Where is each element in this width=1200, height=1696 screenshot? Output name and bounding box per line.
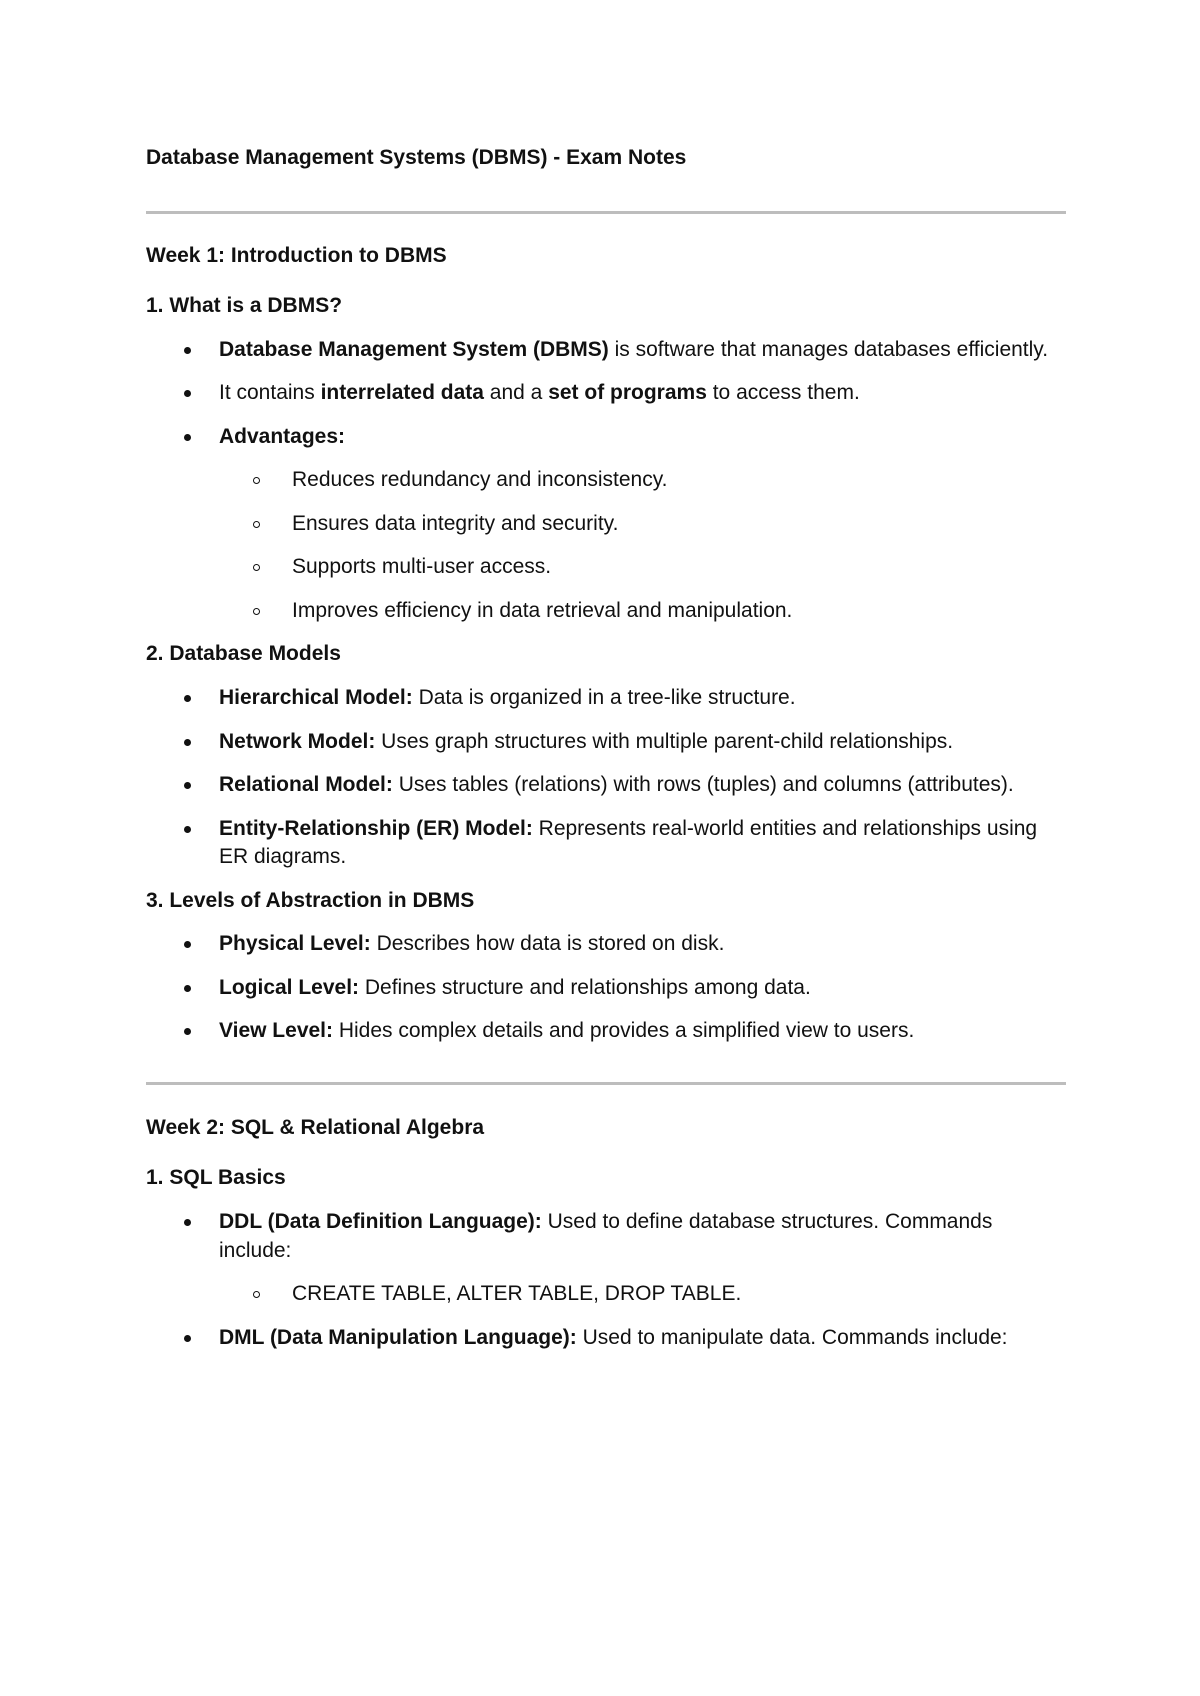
- list-item: [146, 423, 1066, 626]
- bullet-icon: [184, 347, 191, 354]
- bold-term: Database Management System (DBMS): [219, 337, 609, 361]
- section-what-is-dbms: 1. What is a DBMS?: [146, 294, 343, 318]
- horizontal-rule: [146, 211, 1066, 214]
- list-item: [146, 1324, 1066, 1353]
- item-text: Supports multi-user access.: [292, 555, 552, 579]
- item-text: Defines structure and relationships among data.: [359, 975, 811, 999]
- bold-term: View Level:: [219, 1019, 334, 1043]
- list-item: [146, 815, 1066, 872]
- bullet-icon: [184, 434, 191, 441]
- advantages-sublist: [219, 466, 1066, 625]
- item-text: Improves efficiency in data retrieval and manipulation.: [292, 598, 793, 622]
- database-models-list: [146, 684, 1066, 872]
- item-text: Hides complex details and provides a simplified view to users.: [333, 1019, 915, 1043]
- bold-term: DDL (Data Definition Language):: [219, 1210, 542, 1234]
- ddl-sublist: [219, 1280, 1066, 1309]
- sql-basics-list: [146, 1208, 1066, 1352]
- sub-list-item: [219, 553, 1066, 582]
- bullet-icon: [184, 941, 191, 948]
- item-text: Reduces redundancy and inconsistency.: [292, 468, 668, 492]
- bullet-icon: [184, 782, 191, 789]
- item-text: Used to define database structures. Commands include:: [219, 1210, 993, 1262]
- list-item: [146, 930, 1066, 959]
- bold-term: interrelated data: [320, 381, 484, 405]
- bold-term: Hierarchical Model:: [219, 686, 413, 710]
- item-text: Data is organized in a tree-like structure.: [412, 686, 796, 710]
- sub-list-item: [219, 510, 1066, 539]
- item-text: Used to manipulate data. Commands include:: [576, 1325, 1008, 1349]
- bullet-icon: [184, 695, 191, 702]
- bold-term: Logical Level:: [219, 975, 360, 999]
- bold-term: DML (Data Manipulation Language):: [219, 1325, 577, 1349]
- levels-list: [146, 930, 1066, 1046]
- item-text: and a: [483, 381, 549, 405]
- list-item: [146, 336, 1066, 365]
- list-item: [146, 1017, 1066, 1046]
- week1-heading: Week 1: Introduction to DBMS: [146, 243, 447, 267]
- bold-term: Advantages:: [219, 424, 346, 448]
- sub-list-item: [219, 466, 1066, 495]
- what-is-dbms-list: [146, 336, 1066, 626]
- circle-bullet-icon: [253, 608, 260, 615]
- list-item: [146, 974, 1066, 1003]
- section-database-models: 2. Database Models: [146, 642, 341, 666]
- document-title: Database Management Systems (DBMS) - Exam Notes: [146, 146, 687, 169]
- bullet-icon: [184, 1335, 191, 1342]
- bold-term: Physical Level:: [219, 932, 371, 956]
- document-body: [146, 144, 1066, 1367]
- circle-bullet-icon: [253, 521, 260, 528]
- week2-heading: Week 2: SQL & Relational Algebra: [146, 1115, 485, 1139]
- item-text: Represents real-world entities and relationships using ER diagrams.: [219, 816, 1038, 869]
- list-item: [146, 1208, 1066, 1309]
- list-item: [146, 771, 1066, 800]
- list-item: [146, 684, 1066, 713]
- item-text: Describes how data is stored on disk.: [370, 932, 725, 956]
- bullet-icon: [184, 985, 191, 992]
- bold-term: Relational Model:: [219, 773, 393, 797]
- item-text: Uses graph structures with multiple parent-child relationships.: [375, 729, 954, 753]
- bold-term: Entity-Relationship (ER) Model:: [219, 816, 533, 840]
- sub-list-item: [219, 597, 1066, 626]
- bullet-icon: [184, 1219, 191, 1226]
- item-text: Uses tables (relations) with rows (tuples) and columns (attributes).: [392, 773, 1014, 797]
- sub-list-item: [219, 1280, 1066, 1309]
- horizontal-rule: [146, 1082, 1066, 1085]
- circle-bullet-icon: [253, 477, 260, 484]
- bold-term: set of programs: [548, 381, 707, 405]
- bullet-icon: [184, 390, 191, 397]
- list-item: [146, 728, 1066, 757]
- section-sql-basics: 1. SQL Basics: [146, 1166, 286, 1190]
- bullet-icon: [184, 1028, 191, 1035]
- item-text: It contains: [219, 381, 321, 405]
- bullet-icon: [184, 739, 191, 746]
- bullet-icon: [184, 826, 191, 833]
- item-text: to access them.: [706, 381, 860, 405]
- circle-bullet-icon: [253, 564, 260, 571]
- item-text: is software that manages databases efficiently.: [608, 337, 1049, 361]
- section-levels-of-abstraction: 3. Levels of Abstraction in DBMS: [146, 888, 475, 912]
- item-text: CREATE TABLE, ALTER TABLE, DROP TABLE.: [292, 1282, 742, 1306]
- bold-term: Network Model:: [219, 729, 376, 753]
- list-item: [146, 379, 1066, 408]
- item-text: Ensures data integrity and security.: [292, 511, 619, 535]
- circle-bullet-icon: [253, 1291, 260, 1298]
